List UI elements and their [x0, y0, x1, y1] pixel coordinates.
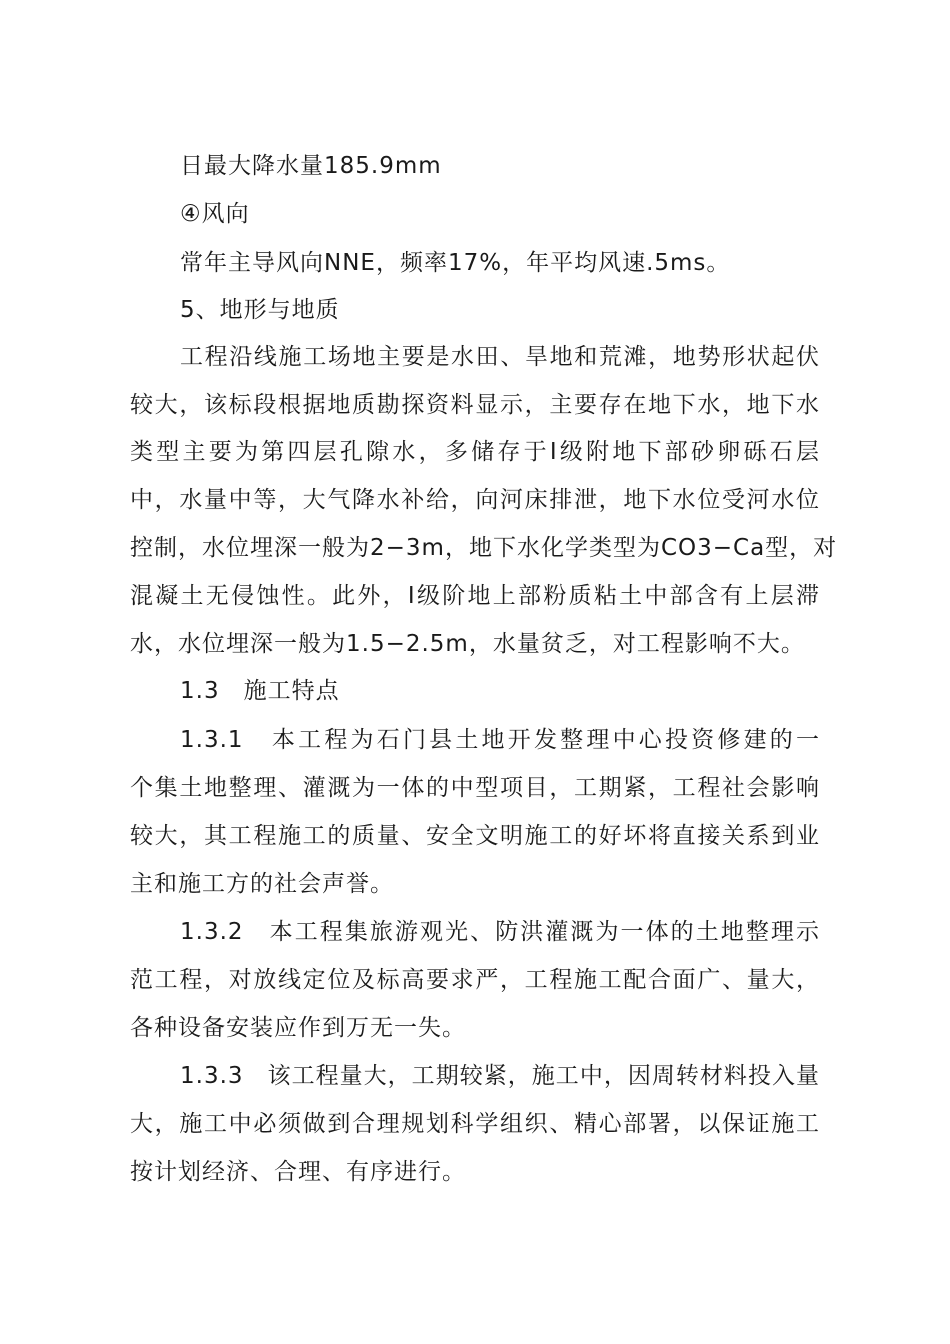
text-line: 个集土地整理、灌溉为一体的中型项目，工期紧，工程社会影响: [130, 775, 820, 801]
text-line: 主和施工方的社会声誉。: [130, 871, 394, 897]
section-heading: 5、地形与地质: [180, 297, 340, 323]
text-line: 控制，水位埋深一般为2−3m，地下水化学类型为CO3−Ca型，对: [130, 535, 838, 561]
text-line: 中，水量中等，大气降水补给，向河床排泄，地下水位受河水位: [130, 487, 820, 513]
text-line: 水，水位埋深一般为1.5−2.5m，水量贫乏，对工程影响不大。: [130, 631, 805, 657]
text-line: 较大，该标段根据地质勘探资料显示，主要存在地下水，地下水: [130, 392, 820, 418]
text-line: 常年主导风向NNE，频率17%，年平均风速.5ms。: [180, 250, 731, 276]
text-line: 日最大降水量185.9mm: [180, 153, 442, 179]
section-heading: 1.3 施工特点: [180, 678, 340, 704]
text-line: 大，施工中必须做到合理规划科学组织、精心部署，以保证施工: [130, 1111, 820, 1137]
text-line: 1.3.3 该工程量大，工期较紧，施工中，因周转材料投入量: [180, 1063, 820, 1089]
text-line: 较大，其工程施工的质量、安全文明施工的好坏将直接关系到业: [130, 823, 820, 849]
text-line: 各种设备安装应作到万无一失。: [130, 1015, 466, 1041]
text-line: 混凝土无侵蚀性。此外，Ⅰ级阶地上部粉质粘土中部含有上层滞: [130, 583, 820, 609]
text-line: 1.3.1 本工程为石门县土地开发整理中心投资修建的一: [180, 727, 820, 753]
text-line: 按计划经济、合理、有序进行。: [130, 1159, 466, 1185]
text-line: 范工程，对放线定位及标高要求严，工程施工配合面广、量大，: [130, 967, 820, 993]
text-line: 类型主要为第四层孔隙水，多储存于Ⅰ级附地下部砂卵砾石层: [130, 439, 820, 465]
text-line: 1.3.2 本工程集旅游观光、防洪灌溉为一体的土地整理示: [180, 919, 820, 945]
text-line: ④风向: [180, 201, 250, 227]
text-line: 工程沿线施工场地主要是水田、旱地和荒滩，地势形状起伏: [180, 344, 820, 370]
